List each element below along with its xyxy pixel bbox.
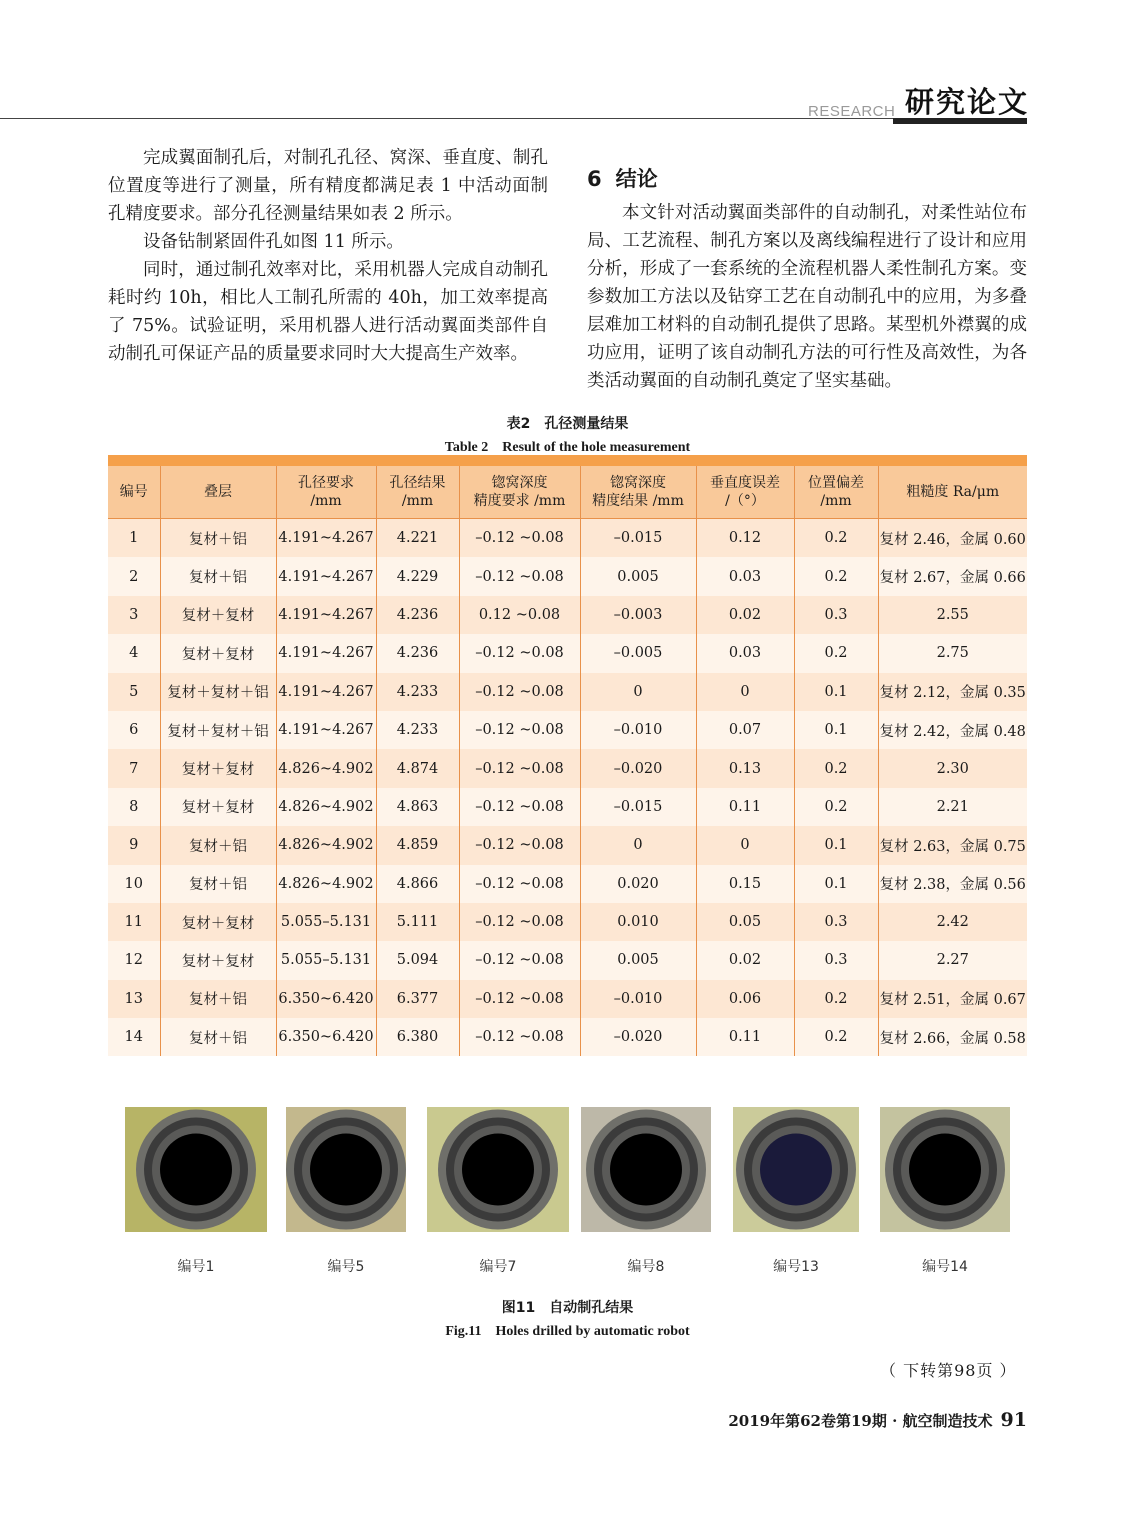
table-cell: 0 <box>696 673 794 711</box>
hole-bore <box>610 1134 682 1206</box>
table-cell: –0.12 ~0.08 <box>459 634 580 672</box>
table-header-cell <box>376 466 459 519</box>
table-cell: 2.27 <box>878 941 1027 979</box>
table-cell: 5.055–5.131 <box>276 941 376 979</box>
header-line: 垂直度误差 <box>710 475 780 491</box>
table-header-cell <box>794 466 878 519</box>
table-cell: –0.12 ~0.08 <box>459 788 580 826</box>
table-cell: 13 <box>108 980 160 1018</box>
table-cell: 14 <box>108 1018 160 1056</box>
hole-bore <box>462 1134 534 1206</box>
photo-label: 编号14 <box>922 1259 968 1275</box>
table-cell: –0.12 ~0.08 <box>459 557 580 595</box>
table-cell: –0.010 <box>580 980 696 1018</box>
table-cell: –0.12 ~0.08 <box>459 903 580 941</box>
table-row <box>108 557 1027 595</box>
table-cell: 6.380 <box>376 1018 459 1056</box>
table-cell: 0.020 <box>580 865 696 903</box>
table-cell: –0.015 <box>580 519 696 558</box>
hole-photo <box>733 1107 859 1232</box>
table-cell: 12 <box>108 941 160 979</box>
table-caption-en: Table 2 Result of the hole measurement <box>444 440 691 455</box>
table-cell: 2.42 <box>878 903 1027 941</box>
hole-photo-graphic <box>581 1107 711 1232</box>
table-cell: 复材＋复材＋铝 <box>160 711 276 749</box>
left-column <box>108 144 548 368</box>
table-row <box>108 749 1027 787</box>
table-cell: 2.30 <box>878 749 1027 787</box>
table-cell: 6 <box>108 711 160 749</box>
table-cell: 4.191~4.267 <box>276 557 376 595</box>
table-cell: 4.826~4.902 <box>276 826 376 864</box>
table-row <box>108 865 1027 903</box>
conclusion-paragraph: 本文针对活动翼面类部件的自动制孔，对柔性站位布局、工艺流程、制孔方案以及离线编程进行了设计和应用分析，形成了一套系统的全流程机器人柔性制孔方案。变参数加工方法以及钻穿工艺在自动制孔中的应用，为多叠层难加工材料的自动制孔提供了思路。某型机外襟翼的成功应用，证明了该自动制孔方法的可行性及高效性，为各类活动翼面的自动制孔奠定了坚实基础。 <box>587 203 1027 391</box>
table-row <box>108 1018 1027 1056</box>
hole-photo-graphic <box>427 1107 569 1232</box>
table-cell: 0.03 <box>696 557 794 595</box>
hole-photo <box>880 1107 1010 1232</box>
table-cell: 0.005 <box>580 941 696 979</box>
table-cell: 复材 2.46，金属 0.60 <box>878 519 1027 558</box>
header-line: 精度要求 /mm <box>473 493 566 509</box>
header-line: 叠层 <box>204 484 232 500</box>
table-cell: 0.1 <box>794 865 878 903</box>
table-cell: 4.236 <box>376 634 459 672</box>
table-cell: 6.350~6.420 <box>276 1018 376 1056</box>
table-cell: 0.1 <box>794 826 878 864</box>
table-cell: –0.12 ~0.08 <box>459 865 580 903</box>
photo-label: 编号5 <box>327 1259 365 1275</box>
table-cell: 复材＋铝 <box>160 557 276 595</box>
header-line: /mm <box>820 493 852 509</box>
table-cell: 4.191~4.267 <box>276 711 376 749</box>
hole-photo <box>427 1107 569 1232</box>
table-cell: 0.02 <box>696 941 794 979</box>
table-row <box>108 711 1027 749</box>
table-cell: 复材＋铝 <box>160 980 276 1018</box>
table-row <box>108 519 1027 558</box>
table-cell: 0.15 <box>696 865 794 903</box>
table-header-cell <box>459 466 580 519</box>
table-cell: 0.07 <box>696 711 794 749</box>
section-number: 6 <box>587 167 602 191</box>
header-line: 精度结果 /mm <box>592 493 684 509</box>
table-cell: 0.2 <box>794 519 878 558</box>
table-row <box>108 634 1027 672</box>
table-cell: 0.12 ~0.08 <box>459 596 580 634</box>
table-cell: 复材＋复材 <box>160 634 276 672</box>
body-paragraph: 同时，通过制孔效率对比，采用机器人完成自动制孔耗时约 10h，相比人工制孔所需的 40h，加工效率提高了 75%。试验证明，采用机器人进行活动翼面类部件自动制孔可保证产品的质量要求同时大大提高生产效率。 <box>108 260 548 364</box>
header-section-en: RESEARCH <box>808 103 896 120</box>
table-cell: 0 <box>696 826 794 864</box>
table-cell: 11 <box>108 903 160 941</box>
table-cell: 0.05 <box>696 903 794 941</box>
table-cell: 0.005 <box>580 557 696 595</box>
table-header-cell <box>696 466 794 519</box>
page-footer <box>728 1409 1027 1431</box>
page-number: 91 <box>1000 1409 1027 1431</box>
table-cell: 2.21 <box>878 788 1027 826</box>
table-cell: 4.874 <box>376 749 459 787</box>
table-cell: 4.191~4.267 <box>276 596 376 634</box>
table-cell: 复材 2.38，金属 0.56 <box>878 865 1027 903</box>
hole-bore <box>160 1134 232 1206</box>
figure-caption-zh: 图11 自动制孔结果 <box>501 1300 634 1316</box>
header-section-zh: 研究论文 <box>905 85 1030 119</box>
table-row <box>108 941 1027 979</box>
section-title: 结论 <box>615 167 658 191</box>
table-header-cell <box>580 466 696 519</box>
table-cell: 1 <box>108 519 160 558</box>
hole-photo-graphic <box>125 1107 267 1232</box>
table-cell: –0.12 ~0.08 <box>459 980 580 1018</box>
table-cell: 0.010 <box>580 903 696 941</box>
table-cell: 4.221 <box>376 519 459 558</box>
table-cell: 2 <box>108 557 160 595</box>
table-cell: –0.020 <box>580 1018 696 1056</box>
table-cell: 4.191~4.267 <box>276 673 376 711</box>
photo-label: 编号13 <box>773 1259 819 1275</box>
table-cell: 复材＋铝 <box>160 865 276 903</box>
table-cell: 4.229 <box>376 557 459 595</box>
right-column <box>587 199 1027 395</box>
table-row <box>108 903 1027 941</box>
table-cell: 5.111 <box>376 903 459 941</box>
table-cell: 复材＋复材 <box>160 788 276 826</box>
table-cell: –0.12 ~0.08 <box>459 826 580 864</box>
table-cell: 复材＋复材 <box>160 903 276 941</box>
table-cell: 0.1 <box>794 673 878 711</box>
header-line: 位置偏差 <box>808 475 864 491</box>
table-cell: 0.11 <box>696 788 794 826</box>
table-cell: 2.55 <box>878 596 1027 634</box>
body-paragraph: 设备钻制紧固件孔如图 11 所示。 <box>143 232 404 252</box>
figure-caption-en: Fig.11 Holes drilled by automatic robot <box>445 1324 690 1339</box>
table-cell: 5.055–5.131 <box>276 903 376 941</box>
table-cell: 0.13 <box>696 749 794 787</box>
table-cell: 0.12 <box>696 519 794 558</box>
table-cell: –0.12 ~0.08 <box>459 673 580 711</box>
photo-label: 编号7 <box>479 1259 517 1275</box>
table-cell: –0.12 ~0.08 <box>459 941 580 979</box>
table-cell: 复材 2.67，金属 0.66 <box>878 557 1027 595</box>
measurement-table <box>108 455 1027 1056</box>
header-line: /mm <box>401 493 434 509</box>
table-cell: 复材 2.12，金属 0.35 <box>878 673 1027 711</box>
table-cell: 0.2 <box>794 980 878 1018</box>
hole-photo-graphic <box>286 1107 406 1232</box>
table-cell: 复材 2.63，金属 0.75 <box>878 826 1027 864</box>
section-heading <box>587 163 658 193</box>
body-paragraph: 完成翼面制孔后，对制孔孔径、窝深、垂直度、制孔位置度等进行了测量，所有精度都满足表 1 中活动面制孔精度要求。部分孔径测量结果如表 2 所示。 <box>108 148 548 224</box>
header-line: 锪窝深度 <box>610 475 666 491</box>
table-cell: 9 <box>108 826 160 864</box>
table-cell: 0.3 <box>794 903 878 941</box>
table-top-bar <box>108 455 1027 466</box>
table-header-cell <box>878 466 1027 519</box>
table-cell: 5.094 <box>376 941 459 979</box>
table-cell: 4.859 <box>376 826 459 864</box>
table-cell: 4.826~4.902 <box>276 749 376 787</box>
header-line: 粗糙度 Ra/μm <box>906 484 1000 500</box>
table-cell: 复材＋复材 <box>160 941 276 979</box>
table-cell: 复材＋复材＋铝 <box>160 673 276 711</box>
table-cell: 0.1 <box>794 711 878 749</box>
table-cell: –0.005 <box>580 634 696 672</box>
table-cell: 4.233 <box>376 673 459 711</box>
header-line: 锪窝深度 <box>491 475 548 491</box>
table-cell: 4.191~4.267 <box>276 519 376 558</box>
table-cell: 4.191~4.267 <box>276 634 376 672</box>
table-cell: 复材＋铝 <box>160 519 276 558</box>
table-cell: 0.11 <box>696 1018 794 1056</box>
table-cell: 0.2 <box>794 788 878 826</box>
table-cell: 0 <box>580 673 696 711</box>
header-line: 孔径要求 <box>298 475 354 491</box>
photo-label: 编号1 <box>177 1259 215 1275</box>
table-row <box>108 826 1027 864</box>
table-header-cell <box>108 466 160 519</box>
table-cell: 0.3 <box>794 941 878 979</box>
table-cell: –0.12 ~0.08 <box>459 711 580 749</box>
continuation-note: （ 下转第98页 ） <box>880 1361 1017 1380</box>
hole-photo <box>286 1107 406 1232</box>
table-cell: 6.350~6.420 <box>276 980 376 1018</box>
table-cell: 0.2 <box>794 634 878 672</box>
table-cell: –0.12 ~0.08 <box>459 519 580 558</box>
table-cell: 3 <box>108 596 160 634</box>
table-cell: 0.03 <box>696 634 794 672</box>
table-cell: 复材＋铝 <box>160 826 276 864</box>
table-cell: 0.2 <box>794 1018 878 1056</box>
table-header-row <box>108 466 1027 519</box>
hole-photo <box>125 1107 267 1232</box>
table-cell: 复材 2.42，金属 0.48 <box>878 711 1027 749</box>
table-cell: 4.826~4.902 <box>276 788 376 826</box>
table-cell: 复材 2.51，金属 0.67 <box>878 980 1027 1018</box>
table-cell: –0.003 <box>580 596 696 634</box>
table-cell: 4.826~4.902 <box>276 865 376 903</box>
table-row <box>108 673 1027 711</box>
hole-photo <box>581 1107 711 1232</box>
table-cell: 复材 2.66，金属 0.58 <box>878 1018 1027 1056</box>
table-cell: 0.02 <box>696 596 794 634</box>
table-cell: 5 <box>108 673 160 711</box>
header-line: /mm <box>310 493 342 509</box>
table-cell: 0 <box>580 826 696 864</box>
table-row <box>108 980 1027 1018</box>
table-cell: 0.2 <box>794 749 878 787</box>
header-line: 编号 <box>119 484 148 500</box>
table-header-cell <box>160 466 276 519</box>
header-line: /（°） <box>725 493 765 509</box>
header-line: 孔径结果 <box>389 475 446 491</box>
table-cell: 4 <box>108 634 160 672</box>
table-cell: 7 <box>108 749 160 787</box>
journal-name: 2019年第62卷第19期 · 航空制造技术 <box>728 1412 993 1430</box>
hole-bore <box>909 1134 981 1206</box>
table-cell: 0.3 <box>794 596 878 634</box>
hole-photo-graphic <box>880 1107 1010 1232</box>
table-cell: 2.75 <box>878 634 1027 672</box>
table-cell: 4.233 <box>376 711 459 749</box>
table-cell: 6.377 <box>376 980 459 1018</box>
table-cell: –0.12 ~0.08 <box>459 749 580 787</box>
table-cell: 0.06 <box>696 980 794 1018</box>
hole-bore <box>760 1134 832 1206</box>
table-cell: 复材＋铝 <box>160 1018 276 1056</box>
hole-photo-graphic <box>733 1107 859 1232</box>
photo-label: 编号8 <box>627 1259 665 1275</box>
table-cell: 8 <box>108 788 160 826</box>
table-cell: 4.236 <box>376 596 459 634</box>
table-cell: –0.020 <box>580 749 696 787</box>
table-cell: –0.12 ~0.08 <box>459 1018 580 1056</box>
table-cell: –0.015 <box>580 788 696 826</box>
table-cell: 4.866 <box>376 865 459 903</box>
table-row <box>108 596 1027 634</box>
hole-bore <box>310 1134 382 1206</box>
table-caption-zh: 表2 孔径测量结果 <box>506 416 629 432</box>
table-cell: 10 <box>108 865 160 903</box>
table-header-cell <box>276 466 376 519</box>
table-cell: 0.2 <box>794 557 878 595</box>
table-cell: –0.010 <box>580 711 696 749</box>
table-cell: 复材＋复材 <box>160 749 276 787</box>
table-cell: 4.863 <box>376 788 459 826</box>
table-row <box>108 788 1027 826</box>
table-cell: 复材＋复材 <box>160 596 276 634</box>
